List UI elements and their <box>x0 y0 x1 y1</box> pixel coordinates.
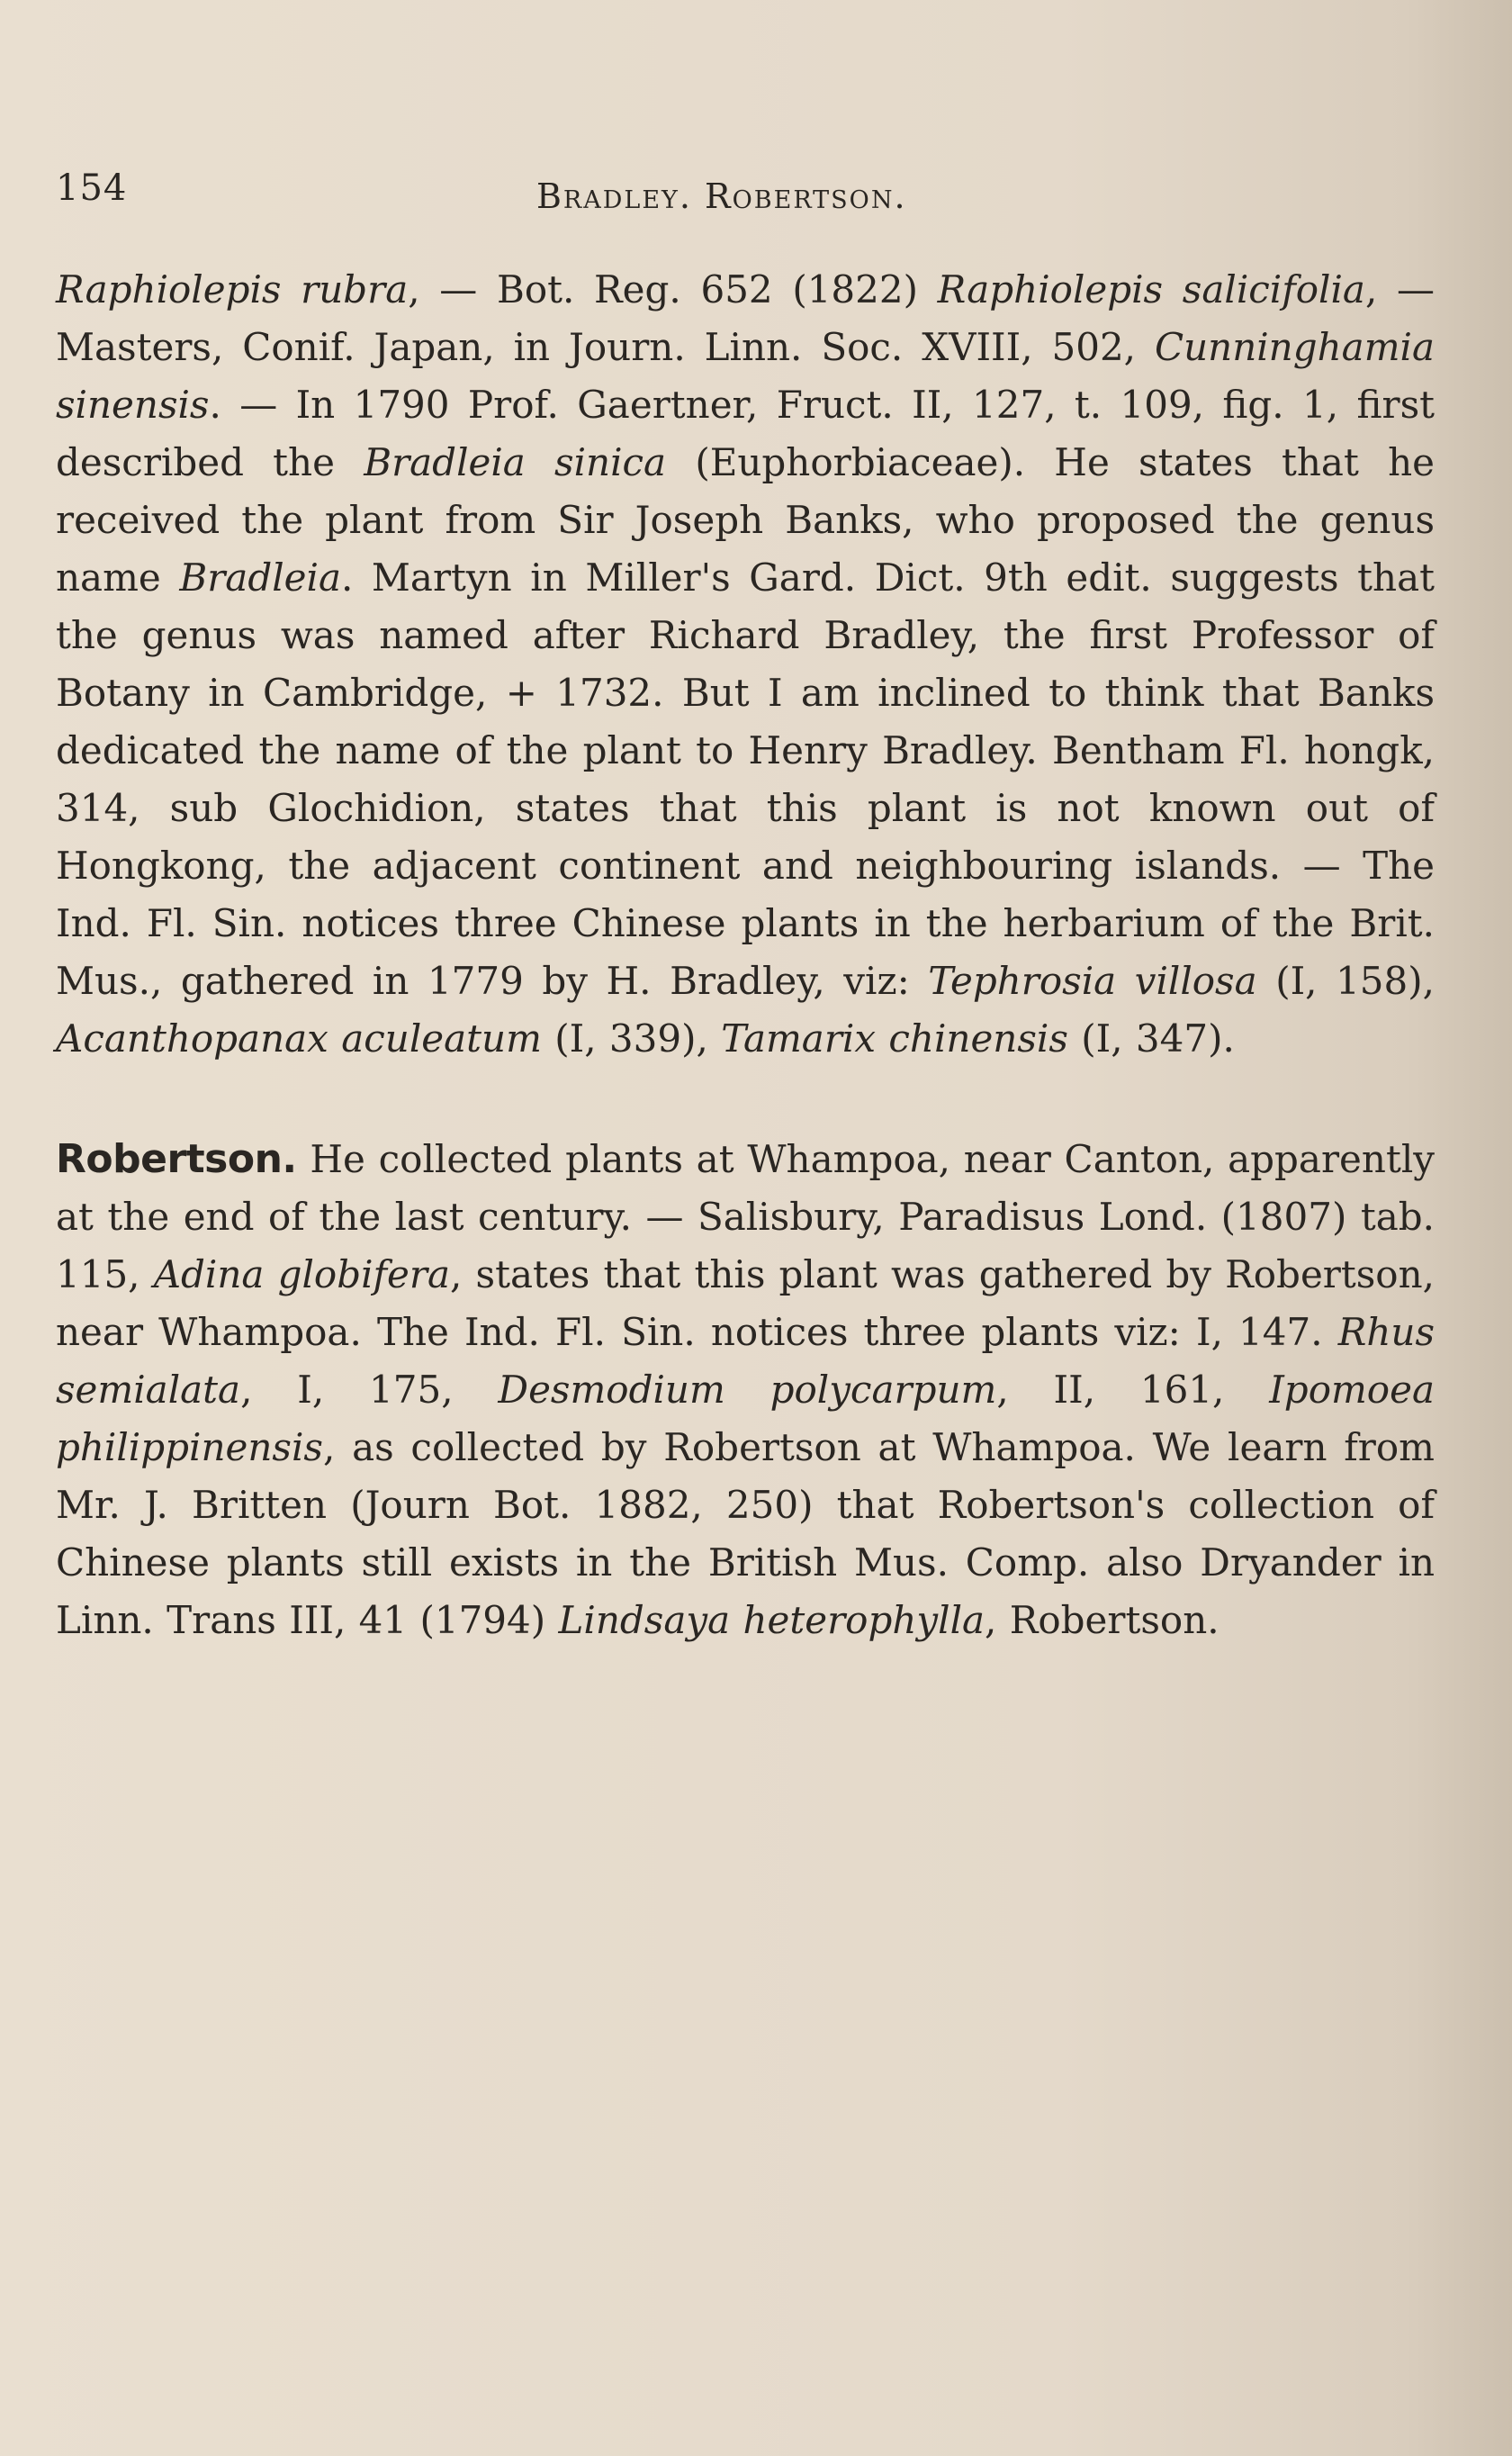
text-run: (I, 339), <box>541 1016 722 1061</box>
page-number: 154 <box>56 167 128 209</box>
running-head: Bradley. Robertson. <box>536 176 907 216</box>
text-run: , I, 175, <box>240 1368 499 1412</box>
paragraph-robertson <box>56 1131 1435 1649</box>
taxon-name: Lindsaya heterophylla <box>558 1598 986 1642</box>
taxon-name: Adina globifera <box>153 1252 451 1296</box>
taxon-name: Tephrosia villosa <box>928 959 1257 1003</box>
text-run: (I, 347). <box>1067 1016 1235 1061</box>
taxon-name: Desmodium polycarpum <box>498 1368 997 1412</box>
taxon-name: Acanthopanax aculeatum <box>56 1016 542 1061</box>
text-run: , — Bot. Reg. 652 (1822) <box>408 267 938 312</box>
text-run: (I, 158), <box>1256 959 1435 1003</box>
text-run: , — Masters, Conif. Japan, in Journ. Linn. Soc. XVIII, 502, <box>56 267 1435 369</box>
text-run: (Euphorbiaceae). He states that he received the plant from Sir Joseph Banks, who proposed the genus name <box>56 440 1435 600</box>
taxon-name: Rhus semialata <box>56 1310 1435 1412</box>
paragraph-bradley <box>56 261 1435 1068</box>
text-run: , states that this plant was gathered by Robertson, near Whampoa. The Ind. Fl. Sin. notices three plants viz: I, 147. <box>56 1252 1435 1354</box>
text-run: , as collected by Robertson at Whampoa. We learn from Mr. J. Britten (Journ Bot. 1882, 250) that Robertson's collection of Chinese plants still exists in the British Mus. Comp. also Dryander in Linn. Trans III, 41 (1794) <box>56 1425 1435 1642</box>
taxon-name: Tamarix chinensis <box>721 1016 1068 1061</box>
text-run: , II, 161, <box>996 1368 1270 1412</box>
taxon-name: Ipomoea philippinensis <box>56 1368 1435 1469</box>
body-text <box>56 261 1435 1649</box>
taxon-name: Bradleia sinica <box>364 440 667 484</box>
taxon-name: Raphiolepis salicifolia <box>937 267 1365 312</box>
text-run: . Martyn in Miller's Gard. Dict. 9th edit. suggests that the genus was named after Richard Bradley, the first Professor of Botany in Cambridge, + 1732. But I am inclined to think that Banks dedicated the name of the plant to Henry Bradley. Bentham Fl. hongk, 314, sub Glochidion, states that this plant is not known out of Hongkong, the adjacent continent and neighbouring islands. — The Ind. Fl. Sin. notices three Chinese plants in the herbarium of the Brit. Mus., gathered in 1779 by H. Bradley, viz: <box>56 555 1436 1003</box>
taxon-name: Bradleia <box>179 555 341 600</box>
text-run: . — In 1790 Prof. Gaertner, Fruct. II, 127, t. 109, fig. 1, first described the <box>56 383 1435 484</box>
taxon-name: Raphiolepis rubra <box>56 267 409 312</box>
page-header <box>56 160 1435 214</box>
text-run: He collected plants at Whampoa, near Canton, apparently at the end of the last century. — Salisbury, Paradisus Lond. (1807) tab. 115, <box>56 1137 1435 1296</box>
text-run: , Robertson. <box>985 1598 1220 1642</box>
entry-heading-robertson: Robertson. <box>56 1136 297 1182</box>
taxon-name: Cunninghamia sinensis <box>56 325 1435 427</box>
